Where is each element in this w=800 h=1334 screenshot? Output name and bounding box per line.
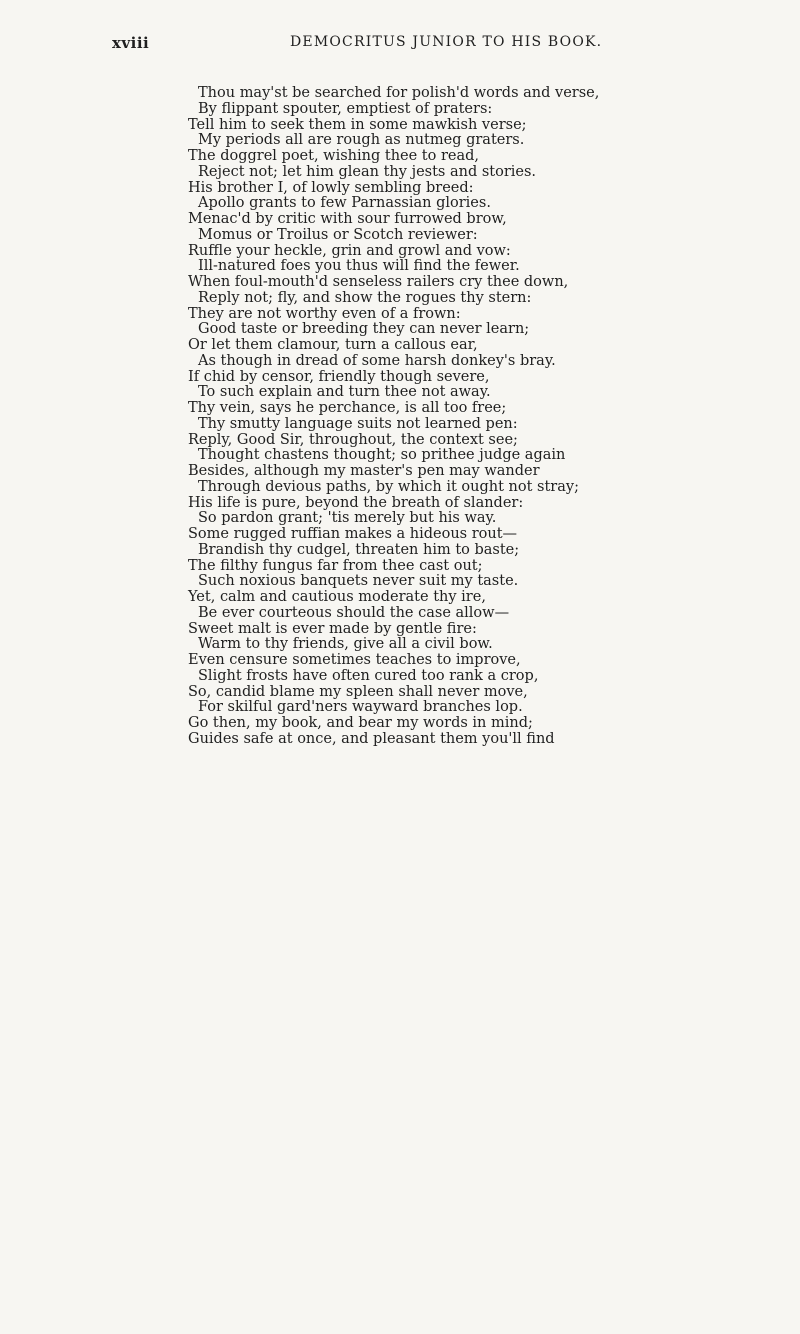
poem-line: They are not worthy even of a frown: <box>188 305 461 322</box>
poem-line: Yet, calm and cautious moderate thy ire, <box>188 589 486 605</box>
poem-line: The filthy fungus far from thee cast out; <box>188 557 483 574</box>
poem-line: Sweet malt is ever made by gentle fire: <box>188 620 477 637</box>
poem-line: Be ever courteous should the case allow— <box>198 604 510 621</box>
poem-line: Menac'd by critic with sour furrowed brow, <box>188 211 507 227</box>
poem-line: Momus or Troilus or Scotch reviewer: <box>198 226 478 243</box>
poem-line: For skilful gard'ners wayward branches lop. <box>198 699 523 716</box>
poem-line: His life is pure, beyond the breath of slander: <box>188 494 524 511</box>
poem-line: Reply not; fly, and show the rogues thy stern: <box>198 289 532 306</box>
poem-line: Some rugged ruffian makes a hideous rout— <box>188 526 518 542</box>
poem-line: Thou may'st be searched for polish'd words and verse, <box>198 85 600 101</box>
poem-line: If chid by censor, friendly though severe, <box>188 368 490 385</box>
running-title: DEMOCRITUS JUNIOR TO HIS BOOK. <box>290 34 603 50</box>
poem-line: By flippant spouter, emptiest of praters: <box>198 100 493 117</box>
poem-line: Thy smutty language suits not learned pen: <box>198 415 518 432</box>
poem-line: So pardon grant; 'tis merely but his way. <box>198 510 497 527</box>
poem-line: Tell him to seek them in some mawkish verse; <box>188 116 527 133</box>
poem-line: Good taste or breeding they can never learn; <box>198 321 530 338</box>
poem-line: Reject not; let him glean thy jests and stories. <box>198 163 537 180</box>
poem-line: So, candid blame my spleen shall never move, <box>188 683 528 700</box>
poem-line: Guides safe at once, and pleasant them you'll find <box>188 730 555 747</box>
poem-line: Go then, my book, and bear my words in mind; <box>188 715 533 731</box>
poem-line: Apollo grants to few Parnassian glories. <box>198 195 491 212</box>
poem-line: As though in dread of some harsh donkey's bray. <box>198 352 556 369</box>
poem-line: Or let them clamour, turn a callous ear, <box>188 337 478 353</box>
poem-line: Thy vein, says he perchance, is all too free; <box>188 400 507 416</box>
poem-line: Ruffle your heckle, grin and growl and vow: <box>188 242 511 259</box>
poem-line: Brandish thy cudgel, threaten him to baste; <box>198 541 520 558</box>
poem-line: My periods all are rough as nutmeg graters. <box>198 132 525 149</box>
poem-line: Ill-natured foes you thus will find the fewer. <box>198 258 520 275</box>
poem-line: Warm to thy friends, give all a civil bow. <box>198 636 493 653</box>
poem-line: When foul-mouth'd senseless railers cry thee down, <box>188 274 569 290</box>
poem-line: His brother I, of lowly sembling breed: <box>188 179 474 196</box>
poem-line: Thought chastens thought; so prithee judge again <box>198 447 566 464</box>
poem-line: Through devious paths, by which it ought not stray; <box>198 478 579 495</box>
poem-line: Such noxious banquets never suit my taste. <box>198 573 519 590</box>
poem-line: The doggrel poet, wishing thee to read, <box>188 148 480 164</box>
poem-line: To such explain and turn thee not away. <box>198 384 491 401</box>
running-head <box>112 34 762 58</box>
poem-line: Reply, Good Sir, throughout, the context see; <box>188 431 518 448</box>
page-number: xviii <box>112 34 150 52</box>
poem-body <box>188 86 768 748</box>
poem-line: Besides, although my master's pen may wander <box>188 463 540 479</box>
poem-line: Even censure sometimes teaches to improve, <box>188 652 521 668</box>
poem-line: Slight frosts have often cured too rank a crop, <box>198 667 539 684</box>
